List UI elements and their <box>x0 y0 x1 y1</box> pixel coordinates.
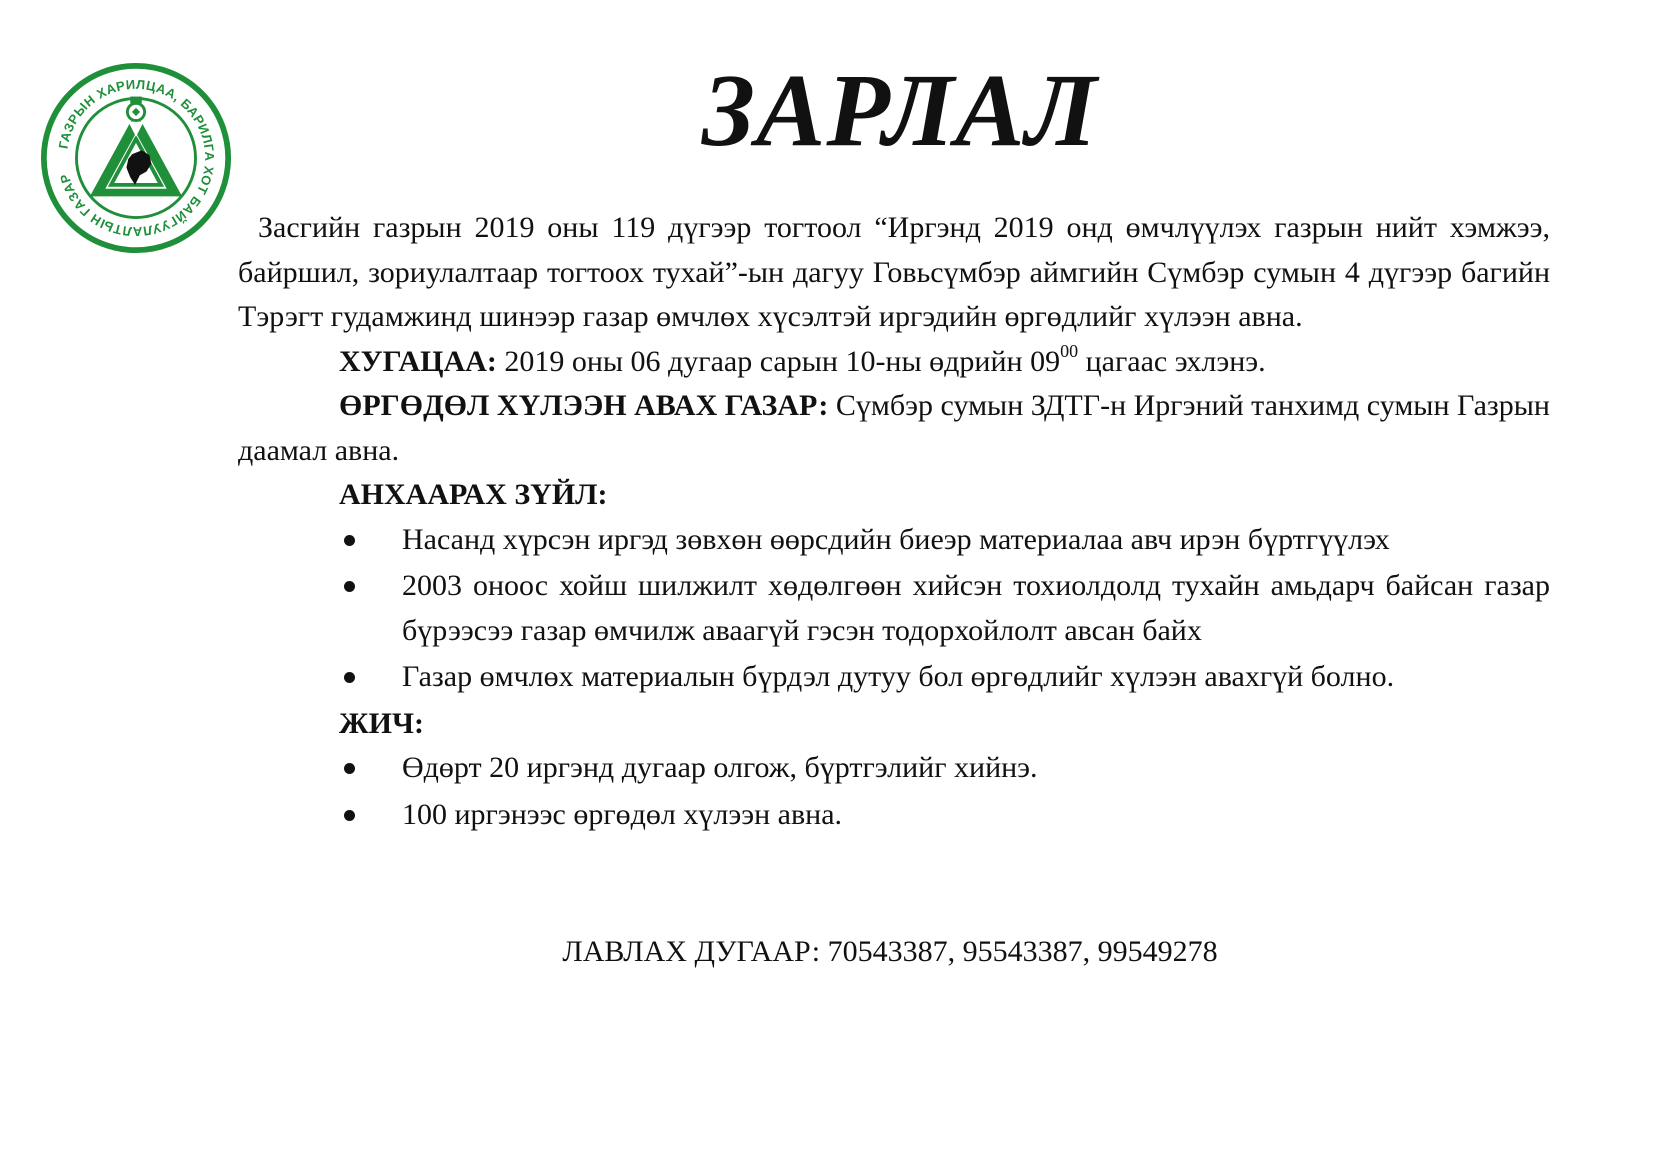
note-item-text: 100 иргэнээс өргөдөл хүлээн авна. <box>402 797 843 831</box>
intro-paragraph: Засгийн газрын 2019 оны 119 дүгээр тогтоол “Иргэнд 2019 онд өмчлүүлэх газрын нийт хэмжээ, байршил, зориулалтаар тогтоох тухай”-ын дагуу Говьсүмбэр аймгийн Сүмбэр сумын 4 дүгээр багийн Тэрэгт гудамжинд шинээр газар өмчлөх хүсэлтэй иргэдийн өргөдлийг хүлээн авна. <box>238 211 1550 333</box>
attention-list <box>238 518 1550 700</box>
note-list <box>238 746 1550 837</box>
place-text: Сүмбэр сумын ЗДТГ-н Иргэний танхимд сумын Газрын даамал авна. <box>238 389 1550 467</box>
deadline-text-after: цагаас эхлэнэ. <box>1085 344 1266 378</box>
list-item <box>238 746 1550 791</box>
list-item <box>238 655 1550 700</box>
attention-item-text: Насанд хүрсэн иргэд зөвхөн өөрсдийн биеэр материалаа авч ирэн бүртгүүлэх <box>402 522 1390 556</box>
bullet-icon <box>344 672 355 683</box>
bullet-icon <box>344 810 355 821</box>
note-heading: ЖИЧ: <box>339 706 425 740</box>
place-paragraph <box>238 384 1550 473</box>
attention-heading: АНХААРАХ ЗҮЙЛ: <box>339 478 608 511</box>
deadline-paragraph <box>238 340 1550 385</box>
attention-item-text: Газар өмчлөх материалын бүрдэл дутуу бол өргөдлийг хүлээн авахгүй болно. <box>402 660 1395 693</box>
deadline-text: 2019 оны 06 дугаар сарын 10-ны өдрийн 09 <box>504 344 1061 378</box>
seal-ring-text: ГАЗРЫН ХАРИЛЦАА, БАРИЛГА ХОТ БАЙГУУЛАЛТЫН ГАЗАР <box>55 76 218 240</box>
announcement-title: ЗАРЛАЛ <box>702 53 1098 168</box>
deadline-label: ХУГАЦАА: <box>339 344 497 378</box>
reference-phone-numbers: ЛАВЛАХ ДУГААР: 70543387, 95543387, 99549278 <box>562 935 1218 968</box>
list-item <box>238 793 1550 838</box>
bullet-icon <box>344 763 355 774</box>
bullet-icon <box>344 581 355 592</box>
list-item <box>238 518 1550 563</box>
attention-item-text: 2003 оноос хойш шилжилт хөдөлгөөн хийсэн тохиолдолд тухайн амьдарч байсан газар бүрээсээ газар өмчилж аваагүй гэсэн тодорхойлолт авсан байх <box>402 569 1550 647</box>
note-item-text: Өдөрт 20 иргэнд дугаар олгож, бүртгэлийг хийнэ. <box>402 751 1038 784</box>
announcement-body <box>238 206 1550 839</box>
deadline-superscript: 00 <box>1060 340 1079 361</box>
bullet-icon <box>344 535 355 546</box>
list-item <box>238 564 1550 653</box>
place-label: ӨРГӨДӨЛ ХҮЛЭЭН АВАХ ГАЗАР: <box>339 389 829 422</box>
organization-seal-logo <box>40 62 232 254</box>
